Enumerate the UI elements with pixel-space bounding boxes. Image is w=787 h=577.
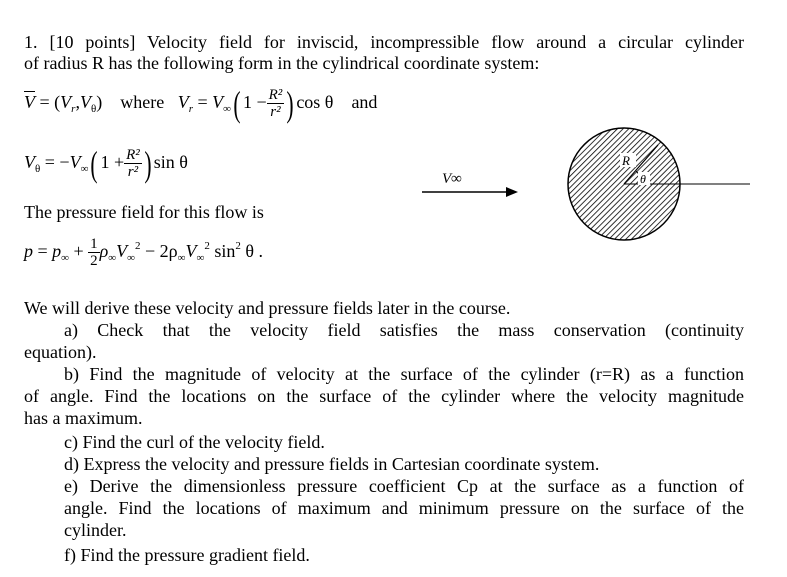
eq1-inf-sub: ∞ <box>223 103 231 115</box>
eq1-open-paren: ( <box>233 83 241 124</box>
eq1-Vr: V <box>177 92 189 112</box>
eq2-close-paren: ) <box>144 143 152 184</box>
eq1-lhs: $\overline{V}$ <box>24 92 35 112</box>
eq1-vr: V <box>60 92 72 112</box>
eq2-vt-sub: θ <box>35 163 41 175</box>
part-f-line: f) Find the pressure gradient field. <box>64 545 310 565</box>
eq3-p: p <box>24 241 33 261</box>
eq2-vinf: V <box>69 152 81 172</box>
part-e-line-2: angle. Find the locations of maximum and minimum pressure on the surface of the <box>64 498 744 518</box>
eq3-fraction <box>88 236 100 269</box>
part-a-line-1: a) Check that the velocity field satisfies the mass conservation (continuity <box>64 320 744 340</box>
eq1-vt-sub: θ <box>90 103 97 115</box>
derive-line: We will derive these velocity and pressure fields later in the course. <box>24 298 511 318</box>
eq3-pinf: p <box>52 241 62 261</box>
eq2-eqs: = − <box>40 152 70 172</box>
eq3-v2: V <box>185 241 197 261</box>
problem-intro-line-1: 1. [10 points] Velocity field for inviscid, incompressible flow around a circular cylinder <box>24 32 744 52</box>
part-b-line-2: of angle. Find the locations on the surface of the cylinder where the velocity magnitude <box>24 386 744 406</box>
part-c-line: c) Find the curl of the velocity field. <box>64 432 325 452</box>
eq3-plus: + <box>69 241 89 261</box>
eq2-fraction <box>124 147 142 180</box>
eq1-and: and <box>351 92 378 112</box>
part-b-line-3: has a maximum. <box>24 408 143 428</box>
eq1-Vinf: V <box>212 92 224 112</box>
part-a-line-2: equation). <box>24 342 97 362</box>
eq1-vr-sub: r <box>71 103 76 115</box>
eq3-minus-2rho: − 2ρ <box>140 241 178 261</box>
eq3-v-sub: ∞ <box>127 252 135 264</box>
eq3-eq: = <box>33 241 53 261</box>
pressure-intro: The pressure field for this flow is <box>24 202 264 222</box>
vtheta-equation <box>24 140 188 184</box>
eq1-cos: cos θ <box>296 92 334 112</box>
eq3-rho2-sub: ∞ <box>177 252 186 264</box>
eq3-frac-den: 2 <box>90 253 98 270</box>
problem-intro-line-2: of radius R has the following form in the cylindrical coordinate system: <box>24 53 540 73</box>
eq1-frac-den: r² <box>270 104 281 121</box>
eq1-close-paren: ) <box>286 83 294 124</box>
eq2-sin: sin θ <box>153 152 188 172</box>
eq2-vt: V <box>24 152 35 172</box>
eq2-inf-sub: ∞ <box>80 163 89 175</box>
eq3-v2-sup: 2 <box>204 240 210 252</box>
eq1-where: where <box>120 92 165 112</box>
eq3-v-sup: 2 <box>134 240 141 252</box>
eq2-frac-num: R² <box>126 147 140 164</box>
part-b-line-1: b) Find the magnitude of velocity at the surface of the cylinder (r=R) as a function <box>64 364 744 384</box>
eq2-open-paren: ( <box>90 143 99 184</box>
theta-label: θ <box>640 172 646 186</box>
freestream-arrowhead <box>506 187 518 197</box>
radius-label: R <box>622 153 630 168</box>
eq1-fraction <box>267 87 285 120</box>
eq3-v: V <box>116 241 128 261</box>
eq1-close: ) <box>96 92 103 112</box>
velocity-vector-equation <box>24 80 377 124</box>
eq3-rho: ρ <box>99 241 109 261</box>
vinf-label: V∞ <box>442 171 462 187</box>
eq1-comma: , <box>75 92 80 112</box>
eq3-pinf-sub: ∞ <box>61 252 69 264</box>
eq1-eq2: = <box>192 92 213 112</box>
eq1-vt: V <box>79 92 91 112</box>
pressure-equation <box>24 224 263 268</box>
eq1-eqsign: = ( <box>35 92 61 112</box>
part-e-line-1: e) Derive the dimensionless pressure coefficient Cp at the surface as a function of <box>64 476 744 496</box>
eq3-sin: sin <box>209 241 236 261</box>
eq2-one-plus: 1 + <box>100 152 125 172</box>
eq3-rho-sub: ∞ <box>108 252 117 264</box>
eq3-v2-sub: ∞ <box>196 252 205 264</box>
cylinder-flow-diagram <box>400 125 780 270</box>
eq2-frac-den: r² <box>127 164 139 181</box>
eq1-frac-num: R² <box>268 87 283 104</box>
eq3-theta: θ . <box>240 241 263 261</box>
part-e-line-3: cylinder. <box>64 520 127 540</box>
eq3-frac-num: 1 <box>90 236 98 253</box>
eq1-Vr-sub: r <box>188 103 193 115</box>
eq3-sin-sup: 2 <box>235 240 241 252</box>
part-d-line: d) Express the velocity and pressure fields in Cartesian coordinate system. <box>64 454 600 474</box>
eq1-one-minus: 1 − <box>242 92 267 112</box>
